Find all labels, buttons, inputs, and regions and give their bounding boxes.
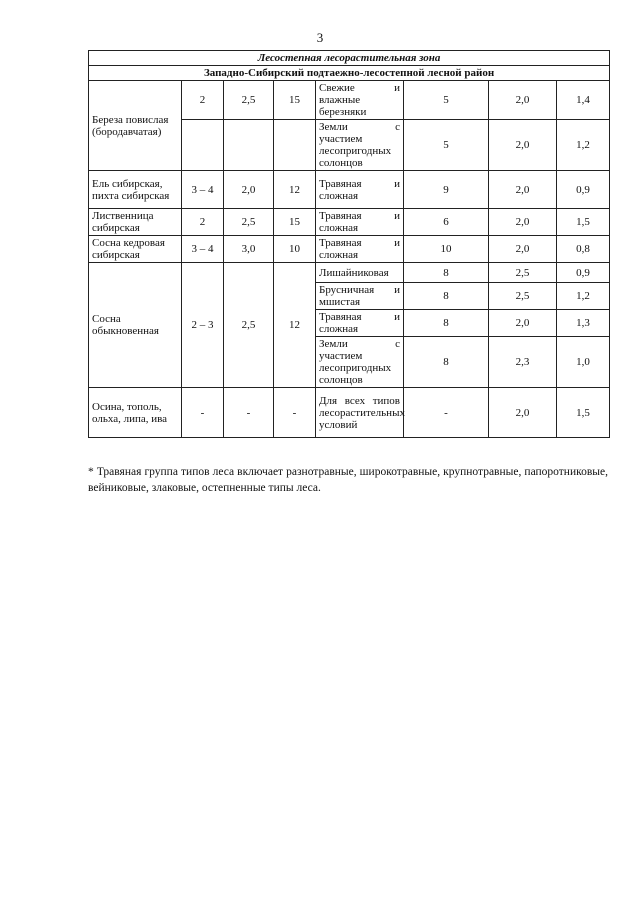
forest-type-cell: Травяная и сложная (316, 171, 404, 209)
param-2-cell: 2,5 (224, 209, 274, 236)
param-3-cell: 10 (274, 236, 316, 263)
forest-type-cell: Брусничная и мшистая (316, 283, 404, 310)
param-1-cell: 2 (182, 209, 224, 236)
species-cell: Осина, тополь, ольха, липа, ива (89, 388, 182, 438)
param-2-cell: 2,0 (224, 171, 274, 209)
value-3-cell: 1,4 (557, 81, 610, 120)
value-2-cell: 2,0 (489, 236, 557, 263)
value-3-cell: 0,9 (557, 263, 610, 283)
forest-type-cell: Земли с участием лесопригодных солонцов (316, 120, 404, 171)
value-1-cell: - (404, 388, 489, 438)
page-number: 3 (316, 30, 324, 45)
species-cell: Сосна кедровая сибирская (89, 236, 182, 263)
region-header: Западно-Сибирский подтаежно-лесостепной лесной район (89, 66, 610, 81)
table-row (89, 81, 610, 120)
empty-cell (224, 120, 274, 171)
empty-cell (182, 120, 224, 171)
param-3-cell: 12 (274, 263, 316, 388)
value-1-cell: 8 (404, 263, 489, 283)
param-3-cell: - (274, 388, 316, 438)
species-cell: Ель сибирская, пихта сибирская (89, 171, 182, 209)
value-3-cell: 1,0 (557, 337, 610, 388)
table-row (89, 171, 610, 209)
param-1-cell: 3 – 4 (182, 236, 224, 263)
forest-type-cell: Лишайниковая (316, 263, 404, 283)
value-1-cell: 8 (404, 310, 489, 337)
table-row (89, 209, 610, 236)
value-2-cell: 2,3 (489, 337, 557, 388)
value-1-cell: 10 (404, 236, 489, 263)
empty-cell (274, 120, 316, 171)
value-3-cell: 1,2 (557, 120, 610, 171)
forest-type-cell: Свежие и влажные березняки (316, 81, 404, 120)
param-3-cell: 15 (274, 81, 316, 120)
value-3-cell: 0,9 (557, 171, 610, 209)
value-1-cell: 8 (404, 337, 489, 388)
param-3-cell: 15 (274, 209, 316, 236)
zone-header: Лесостепная лесорастительная зона (89, 51, 610, 66)
param-2-cell: 2,5 (224, 81, 274, 120)
param-1-cell: 2 – 3 (182, 263, 224, 388)
value-1-cell: 5 (404, 81, 489, 120)
value-3-cell: 1,2 (557, 283, 610, 310)
param-1-cell: - (182, 388, 224, 438)
table-row (89, 388, 610, 438)
value-2-cell: 2,0 (489, 310, 557, 337)
forest-type-cell: Травяная и сложная (316, 310, 404, 337)
value-3-cell: 1,5 (557, 388, 610, 438)
value-1-cell: 9 (404, 171, 489, 209)
param-3-cell: 12 (274, 171, 316, 209)
species-cell: Лиственница сибирская (89, 209, 182, 236)
forest-type-cell: Травяная и сложная (316, 236, 404, 263)
value-2-cell: 2,0 (489, 388, 557, 438)
param-2-cell: 2,5 (224, 263, 274, 388)
forest-standards-table (88, 50, 610, 438)
table-row (89, 263, 610, 283)
param-1-cell: 3 – 4 (182, 171, 224, 209)
forest-type-cell: Травяная и сложная (316, 209, 404, 236)
value-3-cell: 1,5 (557, 209, 610, 236)
value-1-cell: 5 (404, 120, 489, 171)
value-2-cell: 2,0 (489, 171, 557, 209)
value-2-cell: 2,0 (489, 81, 557, 120)
footnote: * Травяная группа типов леса включает разнотравные, широкотравные, крупнотравные, папоротниковые, вейниковые, злаковые, остепненные типы леса. (88, 466, 608, 494)
forest-type-cell: Земли с участием лесопригодных солонцов (316, 337, 404, 388)
value-3-cell: 1,3 (557, 310, 610, 337)
species-cell: Сосна обыкновенная (89, 263, 182, 388)
value-2-cell: 2,0 (489, 209, 557, 236)
param-2-cell: 3,0 (224, 236, 274, 263)
value-1-cell: 6 (404, 209, 489, 236)
value-2-cell: 2,5 (489, 283, 557, 310)
value-2-cell: 2,5 (489, 263, 557, 283)
value-1-cell: 8 (404, 283, 489, 310)
value-3-cell: 0,8 (557, 236, 610, 263)
table-row (89, 236, 610, 263)
value-2-cell: 2,0 (489, 120, 557, 171)
param-2-cell: - (224, 388, 274, 438)
species-cell: Береза повислая (бородавчатая) (89, 81, 182, 171)
forest-type-cell: Для всех типов лесорастительных условий (316, 388, 404, 438)
param-1-cell: 2 (182, 81, 224, 120)
